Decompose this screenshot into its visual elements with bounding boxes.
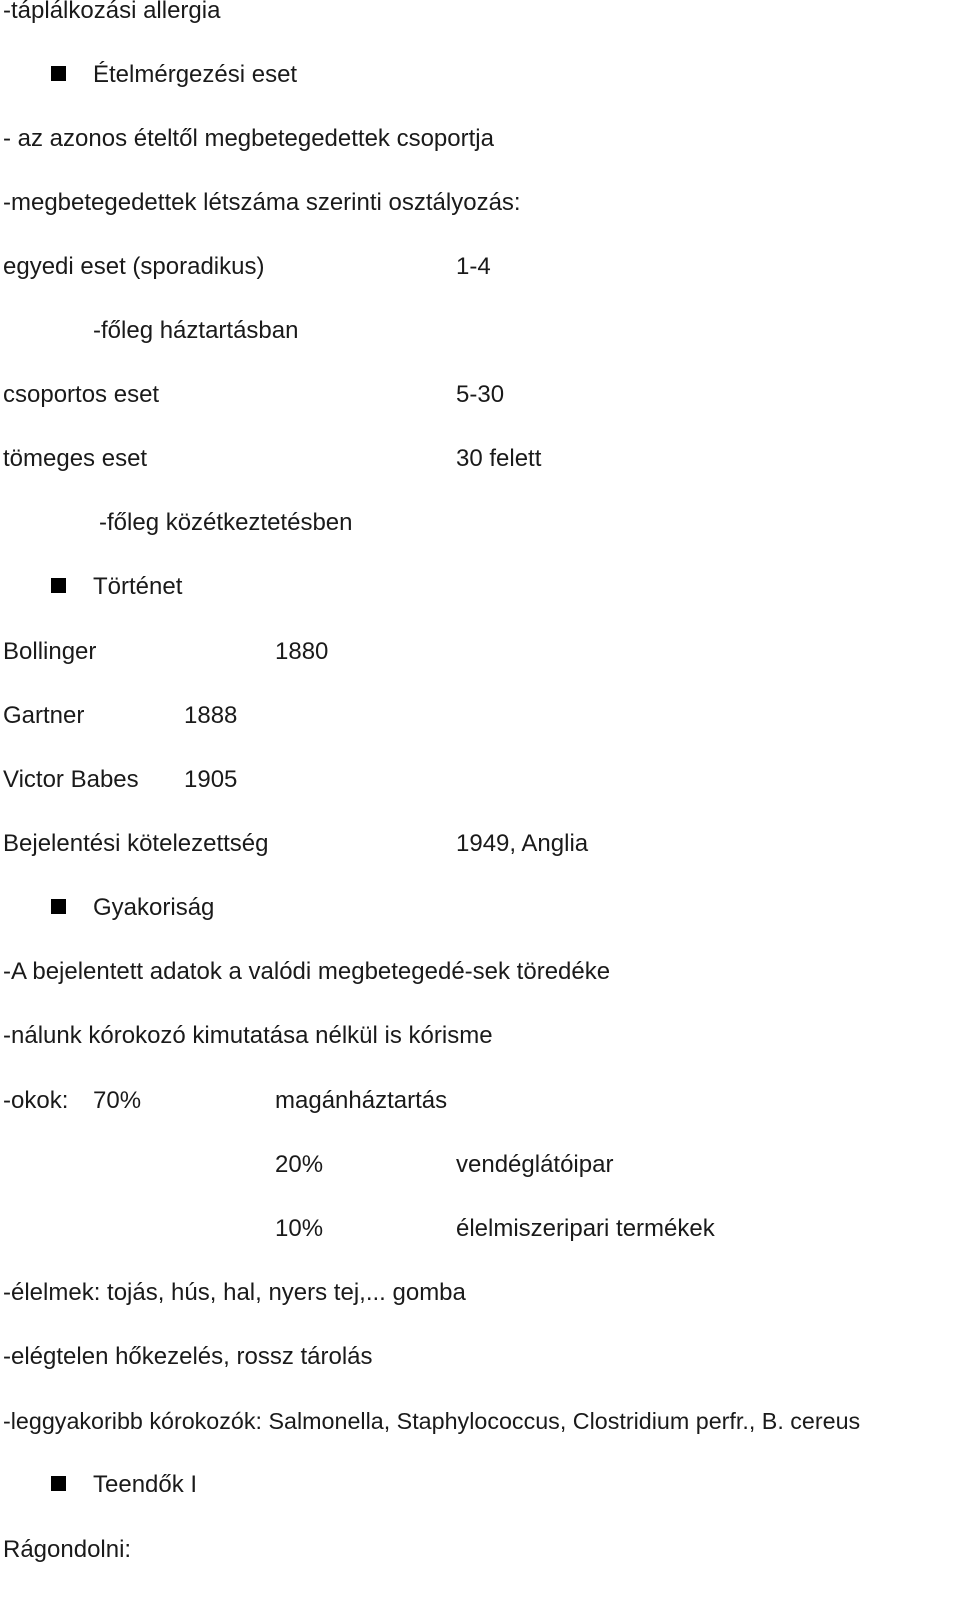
line-text: Bejelentési kötelezettség [3,830,269,857]
line-text: -elégtelen hőkezelés, rossz tárolás [3,1343,373,1370]
line-text: Victor Babes [3,766,139,793]
line-percent: 20% [275,1151,324,1178]
line-text: tömeges eset [3,445,148,472]
line-text: -nálunk kórokozó kimutatása nélkül is kórisme [3,1022,493,1049]
square-bullet-icon [51,66,66,81]
line-text: -A bejelentett adatok a valódi megbetegedé-sek töredéke [3,958,611,985]
line-value: 1888 [184,702,238,729]
heading-text: Teendők I [93,1471,198,1498]
line-text: Bollinger [3,638,97,665]
line-label: élelmiszeripari termékek [456,1215,715,1242]
line-text: Gartner [3,702,85,729]
line-value: 5-30 [456,381,505,408]
line-percent: 70% [93,1087,142,1114]
line-text: -leggyakoribb kórokozók: Salmonella, Staphylococcus, Clostridium perfr., B. cereus [3,1408,861,1434]
line-text: -táplálkozási allergia [3,0,221,24]
line-text: Rágondolni: [3,1536,132,1563]
line-text: -főleg háztartásban [93,317,299,344]
line-value: 1-4 [456,253,491,280]
line-value: 1905 [184,766,238,793]
heading-text: Történet [93,573,183,600]
square-bullet-icon [51,578,66,593]
square-bullet-icon [51,1476,66,1491]
line-text: csoportos eset [3,381,160,408]
line-label: vendéglátóipar [456,1151,614,1178]
line-text: egyedi eset (sporadikus) [3,253,265,280]
line-value: 1949, Anglia [456,830,589,857]
heading-text: Gyakoriság [93,894,215,921]
line-text: -megbetegedettek létszáma szerinti osztályozás: [3,189,521,216]
line-percent: 10% [275,1215,324,1242]
line-text: -okok: [3,1087,69,1114]
line-text: -főleg közétkeztetésben [99,509,353,536]
line-label: magánháztartás [275,1087,448,1114]
line-text: - az azonos ételtől megbetegedettek csoportja [3,125,494,152]
line-value: 1880 [275,638,329,665]
line-text: -élelmek: tojás, hús, hal, nyers tej,... gomba [3,1279,466,1306]
square-bullet-icon [51,899,66,914]
line-value: 30 felett [456,445,542,472]
heading-text: Ételmérgezési eset [93,61,298,88]
